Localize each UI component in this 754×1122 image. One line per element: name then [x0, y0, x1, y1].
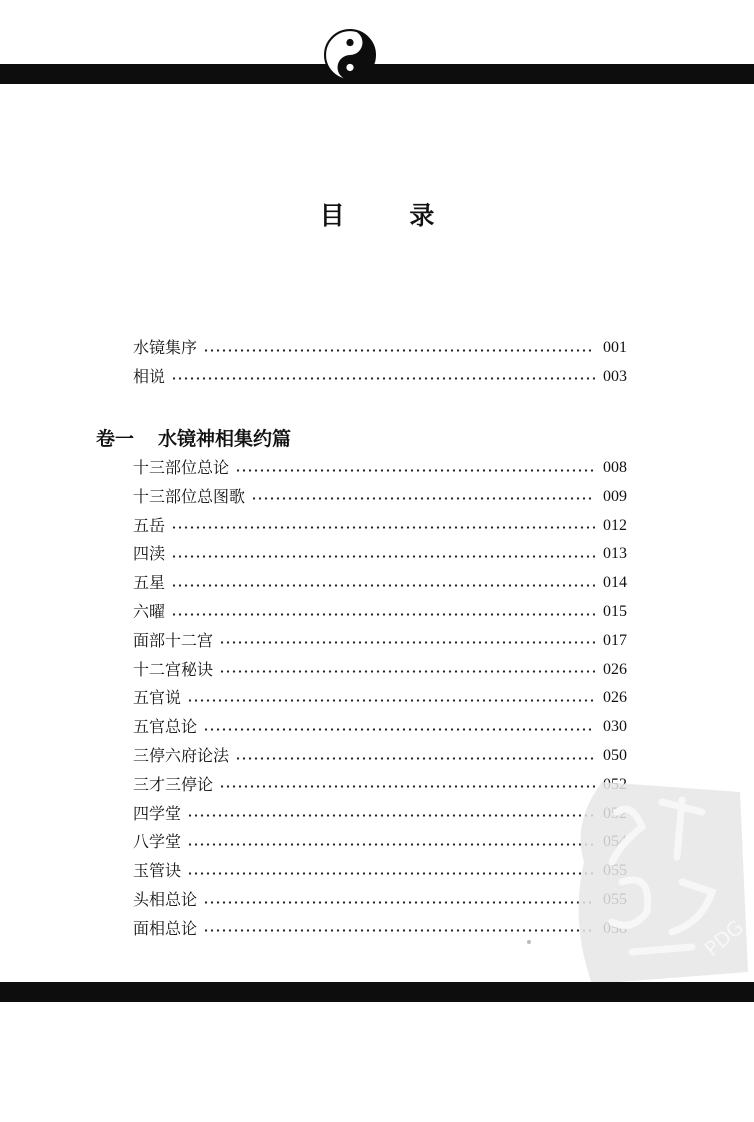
dot-leader	[171, 584, 595, 587]
toc-entry-page-number: 050	[603, 747, 627, 764]
volume-label: 卷一	[96, 428, 135, 450]
dot-leader	[203, 901, 595, 904]
toc-entry	[133, 800, 627, 828]
toc-entry	[133, 742, 627, 770]
section-heading	[96, 424, 291, 451]
toc-entry-page-number: 009	[603, 487, 627, 505]
toc-entry-label: 四学堂	[133, 803, 182, 823]
toc-entry-label: 十三部位总论	[133, 458, 230, 477]
dot-leader	[219, 641, 595, 644]
toc-entry	[133, 828, 627, 856]
toc-entry-label: 头相总论	[133, 890, 198, 909]
toc-entry-label: 五官说	[133, 688, 182, 708]
toc-entry-page-number: 001	[603, 339, 627, 356]
dot-leader	[251, 497, 595, 500]
toc-entry	[133, 363, 627, 391]
toc-entry	[133, 684, 627, 712]
dot-leader	[171, 613, 595, 616]
dot-leader	[235, 469, 595, 472]
toc-entry	[133, 483, 627, 511]
toc-entry	[133, 713, 627, 741]
toc-entry-page-number: 003	[603, 367, 627, 385]
dot-leader	[203, 728, 595, 731]
toc-entry-label: 玉管诀	[133, 861, 182, 881]
footer-rule	[0, 982, 754, 1002]
scan-speck	[527, 940, 531, 944]
toc-entry	[133, 454, 627, 482]
toc-entry-page-number: 008	[603, 459, 627, 476]
toc-entry-page-number: 030	[603, 718, 627, 736]
dot-leader	[219, 670, 595, 673]
dot-leader	[187, 699, 595, 702]
dot-leader	[171, 555, 595, 558]
watermark-text: PDG	[699, 914, 749, 961]
toc-entry-label: 十二宫秘诀	[133, 659, 214, 679]
toc-entry-label: 四渎	[133, 544, 166, 564]
dot-leader	[235, 757, 595, 760]
toc-entry	[133, 569, 627, 597]
toc-entry-page-number: 015	[603, 603, 627, 620]
toc-entry	[133, 771, 627, 799]
toc-entry-label: 六曜	[133, 602, 166, 621]
dot-leader	[219, 785, 595, 788]
toc-entry-label: 面部十二宫	[133, 630, 214, 650]
toc-entry-page-number: 013	[603, 545, 627, 563]
toc-entry	[133, 656, 627, 684]
toc-entry-label: 五官总论	[133, 717, 198, 737]
dot-leader	[187, 843, 595, 846]
toc-entry-label: 八学堂	[133, 832, 182, 852]
dot-leader	[171, 526, 595, 529]
toc-entry-page-number: 026	[603, 689, 627, 707]
toc-entry	[133, 627, 627, 655]
toc-entry-label: 十三部位总图歌	[133, 486, 246, 506]
toc-entry	[133, 540, 627, 568]
toc-entry-page-number: 014	[603, 574, 627, 592]
toc-entry-label: 五星	[133, 573, 166, 593]
header-rule	[0, 64, 754, 84]
toc-entry	[133, 886, 627, 914]
toc-entry	[133, 334, 627, 362]
section-title: 水镜神相集约篇	[158, 428, 292, 450]
dot-leader	[171, 377, 595, 380]
toc-entry-page-number: 012	[603, 516, 627, 534]
dot-leader	[187, 872, 595, 875]
toc-entry-label: 面相总论	[133, 918, 198, 938]
toc-entry	[133, 857, 627, 885]
dot-leader	[203, 929, 595, 932]
toc-entry-label: 三停六府论法	[133, 746, 230, 765]
toc-entry	[133, 915, 627, 943]
toc-entry-label: 相说	[133, 366, 166, 386]
page-title: 目 录	[319, 201, 463, 230]
toc-entry-label: 水镜集序	[133, 338, 198, 357]
dot-leader	[203, 349, 595, 352]
yin-yang-icon	[324, 29, 376, 81]
library-seal-stamp	[562, 772, 752, 987]
toc-entry-label: 五岳	[133, 515, 166, 535]
toc-entry-label: 三才三停论	[133, 774, 214, 794]
toc-entry	[133, 512, 627, 540]
toc-entry-page-number: 017	[603, 631, 627, 649]
toc-entry-page-number: 026	[603, 660, 627, 678]
dot-leader	[187, 814, 595, 817]
toc-entry	[133, 598, 627, 626]
